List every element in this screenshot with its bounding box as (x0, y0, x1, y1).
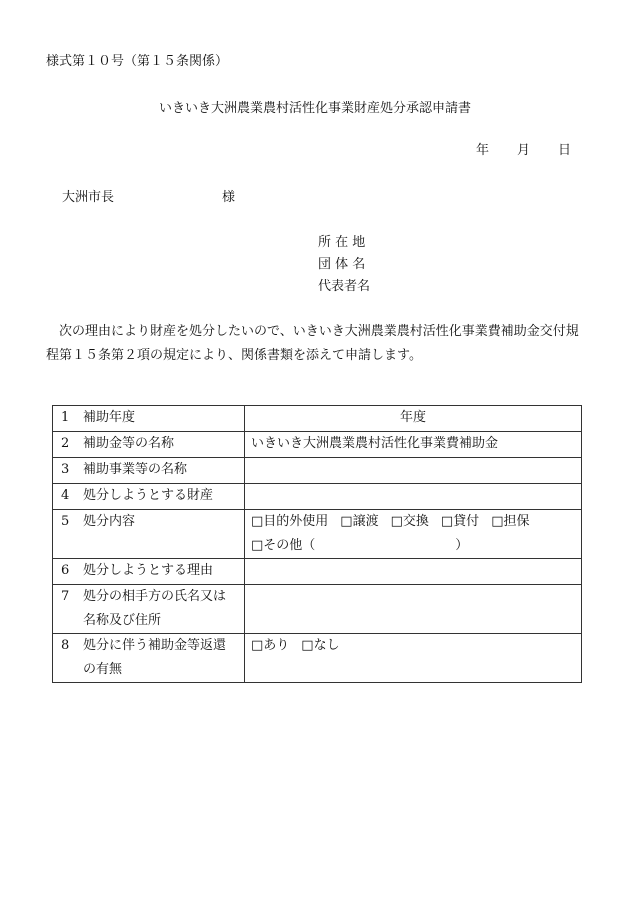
table-row (53, 510, 582, 559)
subsidy-year-field[interactable]: 年度 (245, 406, 582, 432)
checkbox-other[interactable]: □その他（ (251, 538, 316, 553)
project-name-field[interactable] (245, 458, 582, 484)
row-label: 処分内容 (83, 514, 136, 529)
table-row (53, 585, 582, 634)
row-label: 処分の相手方の氏名又は名称及び住所 (83, 589, 227, 628)
refund-field (245, 634, 582, 683)
application-statement: 次の理由により財産を処分したいので、いきいき大洲農業農村活性化事業費補助金交付規程第１５条第２項の規定により、関係書類を添えて申請します。 (46, 324, 579, 363)
other-close-paren: ） (455, 538, 469, 553)
date-year: 年 (476, 143, 490, 158)
form-number: 様式第１０号（第１５条関係） (46, 54, 229, 69)
checkbox-lease[interactable]: □貸付 (440, 514, 480, 529)
table-row (53, 458, 582, 484)
row-number: 6 (61, 563, 70, 578)
checkbox-refund-yes[interactable]: □あり (251, 638, 290, 653)
reason-field[interactable] (245, 559, 582, 585)
row-number: 2 (61, 436, 70, 451)
row-label: 処分しようとする理由 (83, 563, 214, 578)
applicant-rep-label: 代表者名 (318, 279, 371, 294)
table-row (53, 484, 582, 510)
document-title: いきいき大洲農業農村活性化事業財産処分承認申請書 (158, 101, 471, 116)
counterparty-field[interactable] (245, 585, 582, 634)
row-label: 補助事業等の名称 (83, 462, 188, 477)
row-number: 1 (61, 410, 70, 425)
date-day: 日 (558, 143, 572, 158)
property-field[interactable] (245, 484, 582, 510)
table-row (53, 634, 582, 683)
date-line (476, 139, 571, 158)
row-label: 補助金等の名称 (83, 436, 175, 451)
table-row (53, 559, 582, 585)
disposal-content-field (245, 510, 582, 559)
checkbox-exchange[interactable]: □交換 (390, 514, 429, 529)
application-table (52, 405, 582, 683)
row-label: 処分に伴う補助金等返還の有無 (83, 638, 227, 677)
table-row (53, 432, 582, 458)
row-number: 4 (61, 488, 70, 503)
row-number: 3 (61, 462, 70, 477)
row-number: 5 (61, 514, 70, 529)
checkbox-non-purpose-use[interactable]: □目的外使用 (251, 514, 329, 529)
row-label: 補助年度 (83, 410, 136, 425)
row-label: 処分しようとする財産 (83, 488, 214, 503)
date-month: 月 (517, 143, 531, 158)
row-number: 8 (61, 638, 70, 653)
checkbox-collateral[interactable]: □担保 (491, 514, 530, 529)
addressee-honorific: 様 (222, 190, 236, 205)
addressee-name: 大洲市長 (62, 190, 115, 205)
applicant-org-label: 団 体 名 (318, 257, 366, 272)
checkbox-transfer[interactable]: □譲渡 (340, 514, 379, 529)
table-row (53, 406, 582, 432)
subsidy-name-field[interactable]: いきいき大洲農業農村活性化事業費補助金 (245, 432, 582, 458)
row-number: 7 (61, 589, 70, 604)
applicant-address-label: 所 在 地 (318, 235, 366, 250)
addressee (62, 186, 236, 205)
checkbox-refund-no[interactable]: □なし (301, 638, 340, 653)
